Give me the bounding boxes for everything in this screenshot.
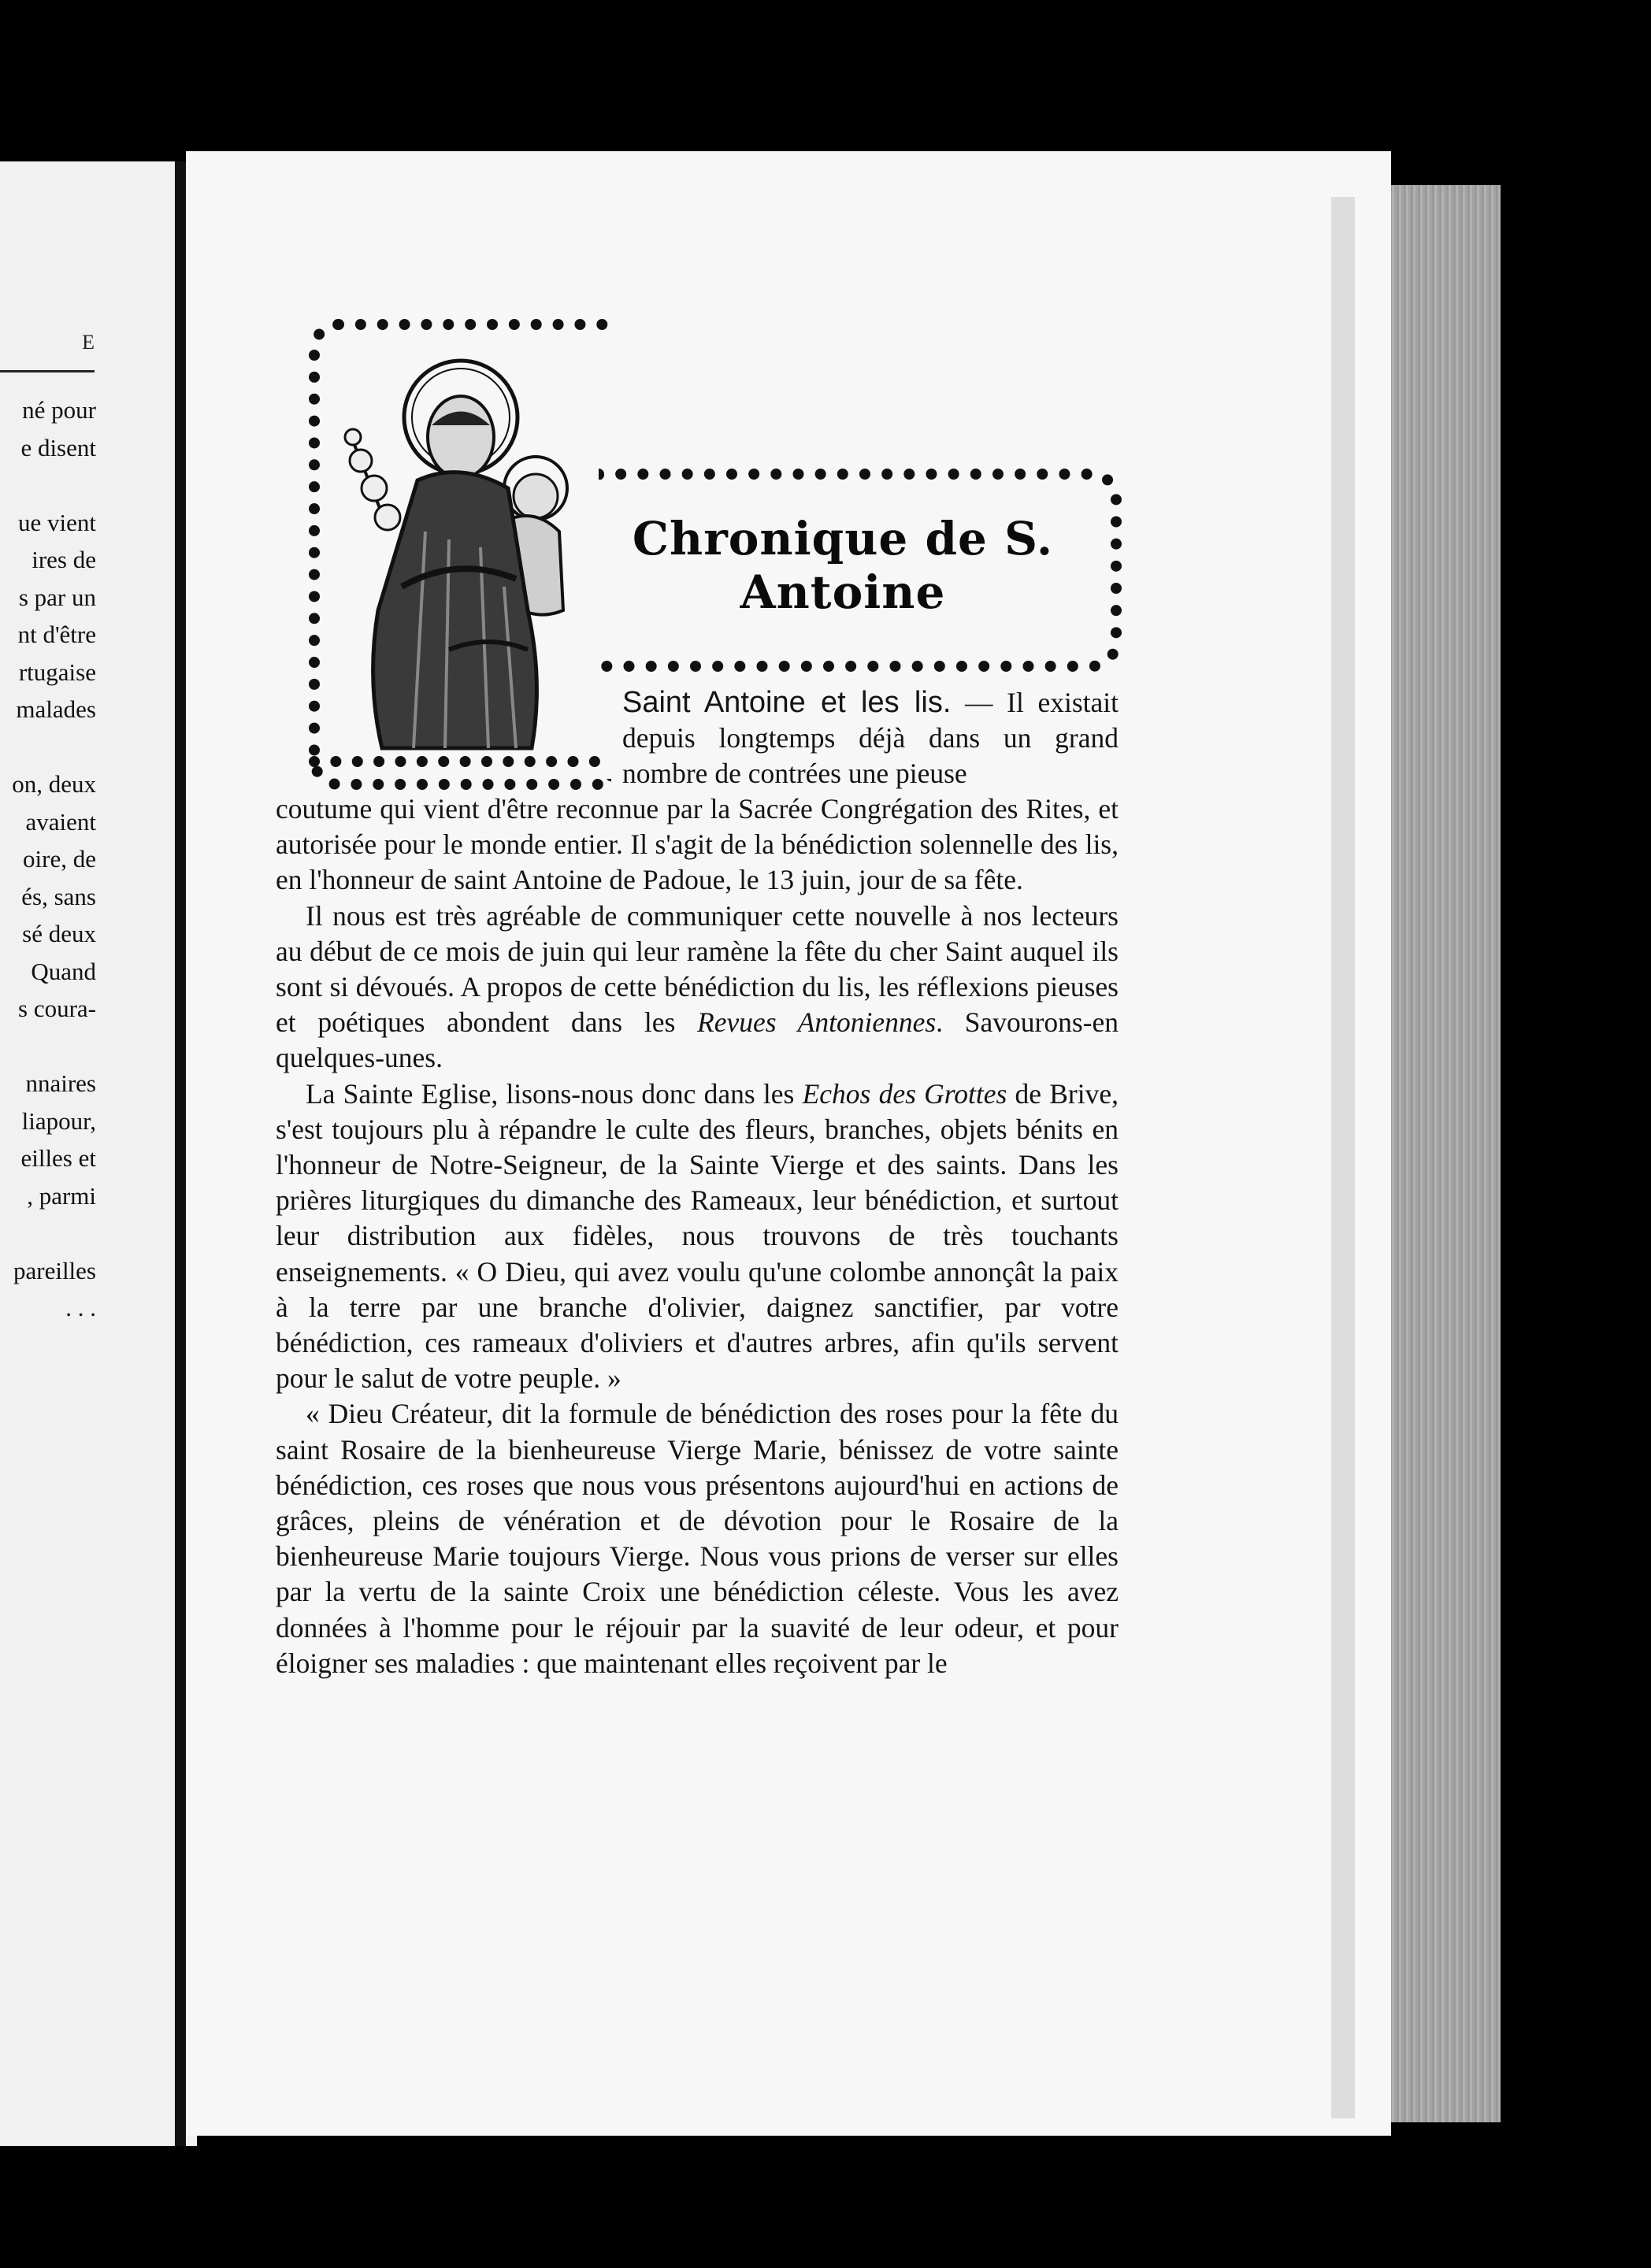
lead-text: — Il existait depuis longtemps déjà dans un grand nombre de contrées une pieuse xyxy=(622,687,1119,789)
left-page-line: . . . xyxy=(65,1294,96,1321)
left-page-line: s coura- xyxy=(18,995,96,1022)
left-page-line: ires de xyxy=(32,546,96,573)
left-page-line: nnaires xyxy=(25,1069,96,1097)
left-page-line xyxy=(0,1214,96,1252)
left-page-line: malades xyxy=(16,695,96,723)
book-gutter xyxy=(175,161,186,2146)
left-page-line: on, deux xyxy=(12,770,96,798)
left-page-line: eilles et xyxy=(20,1144,96,1172)
left-page-line xyxy=(0,466,96,504)
left-page-line: liapour, xyxy=(21,1106,96,1135)
ornamental-frame-bottom xyxy=(309,756,600,767)
paragraph-4: « Dieu Créateur, dit la formule de bénédiction des roses pour la fête du saint Rosaire de la bienheureuse Vierge Marie, bénissez de votre sainte bénédiction, ces roses que nous vous présentons aujourd'hui en actions de grâces, pleins de vénération et de dévotion pour le Rosaire de la bienheureuse Marie toujours Vierge. Nous vous prions de verser sur elles par la vertu de la sainte Croix une bénédiction céleste. Vous les avez données à l'homme pour le réjouir par la suavité de leur odeur, et pour éloigner ses maladies : que maintenant elles reçoivent par le xyxy=(276,1398,1119,1679)
article-title: Chronique de S. Antoine xyxy=(632,512,1054,619)
saint-antoine-illustration xyxy=(339,350,599,752)
left-page-line: nt d'être xyxy=(17,621,96,648)
paragraph-2: Il nous est très agréable de communiquer cette nouvelle à nos lecteurs au début de ce mois de juin qui leur ramène la fête du cher Saint auquel ils sont si dévoués. A propos de cette bénédiction du lis, les réflexions pieuses et poétiques abondent dans les Revues Antoniennes. Savourons-en quelques-unes. xyxy=(276,899,1119,1074)
left-page-line: s par un xyxy=(18,583,96,611)
left-page-line: pareilles xyxy=(13,1256,96,1284)
left-page-line: oire, de xyxy=(23,845,96,873)
left-page-line: és, sans xyxy=(21,882,96,910)
section-heading: Saint Antoine et les lis. xyxy=(622,686,952,719)
left-page-line: ue vient xyxy=(18,508,96,536)
left-page-header: E xyxy=(82,331,95,354)
left-page-line: e disent xyxy=(20,433,96,461)
left-page-line: , parmi xyxy=(27,1181,96,1210)
left-page-line: sé deux xyxy=(22,920,96,947)
paragraph-1: coutume qui vient d'être reconnue par la Sacrée Congrégation des Rites, et autorisée pour le monde entier. Il s'agit de la bénédiction solennelle des lis, en l'honneur de saint Antoine de Padoue, le 13 juin, jour de sa fête. xyxy=(276,793,1119,896)
left-page-line xyxy=(0,1028,96,1065)
left-page-rule xyxy=(0,370,95,372)
left-page-line: Quand xyxy=(31,957,96,985)
left-page-text xyxy=(0,391,96,1327)
left-page-line: rtugaise xyxy=(18,658,96,686)
left-page xyxy=(0,161,197,2146)
lead-paragraph xyxy=(622,685,1119,791)
left-page-line: avaient xyxy=(25,807,96,836)
page-edge-shadow xyxy=(1331,197,1355,2118)
left-page-line: né pour xyxy=(22,396,96,424)
left-page-line xyxy=(0,728,96,766)
article-body xyxy=(276,791,1119,1681)
paragraph-3: La Sainte Eglise, lisons-nous donc dans les Echos des Grottes de Brive, s'est toujours plu à répandre le culte des fleurs, branches, objets bénits en l'honneur de Notre-Seigneur, de la Sainte Vierge et des saints. Dans les prières liturgiques du dimanche des Rameaux, leur bénédiction, et surtout leur distribution aux fidèles, nous trouvons de très touchants enseignements. « O Dieu, qui avez voulu qu'une colombe annonçât la paix à la terre par une branche d'olivier, daignez sanctifier, par votre bénédiction, ces rameaux d'oliviers et d'autres arbres, afin qu'ils servent pour le salut de votre peuple. » xyxy=(276,1077,1119,1395)
